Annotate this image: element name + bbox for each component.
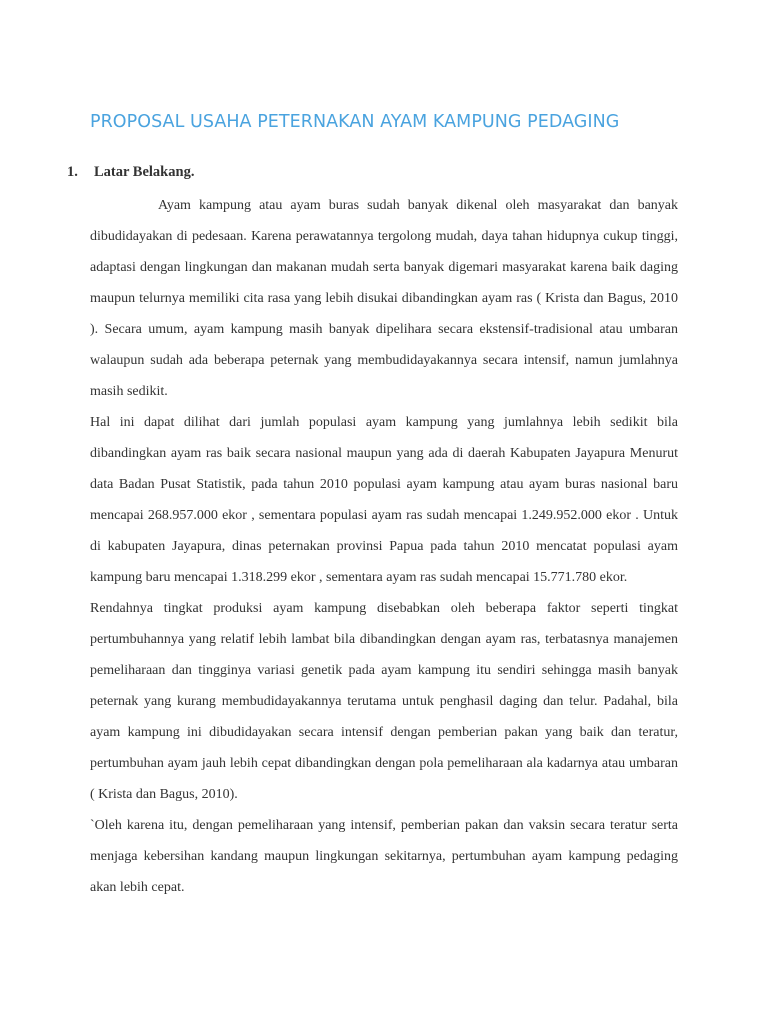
- document-title: PROPOSAL USAHA PETERNAKAN AYAM KAMPUNG PEDAGING: [90, 112, 620, 132]
- paragraph: Hal ini dapat dilihat dari jumlah populasi ayam kampung yang jumlahnya lebih sedikit bila dibandingkan ayam ras baik secara nasional maupun yang ada di daerah Kabupaten Jayapura Menurut data Badan Pusat Statistik, pada tahun 2010 populasi ayam kampung atau ayam buras nasional baru mencapai 268.957.000 ekor , sementara populasi ayam ras sudah mencapai 1.249.952.000 ekor . Untuk di kabupaten Jayapura, dinas peternakan provinsi Papua pada tahun 2010 mencatat populasi ayam kampung baru mencapai 1.318.299 ekor , sementara ayam ras sudah mencapai 15.771.780 ekor.: [90, 415, 678, 585]
- section-title: Latar Belakang.: [94, 164, 195, 180]
- section-heading: [67, 164, 194, 181]
- document-body: [90, 190, 678, 903]
- section-number: 1.: [67, 164, 78, 180]
- paragraph: Rendahnya tingkat produksi ayam kampung disebabkan oleh beberapa faktor seperti tingkat pertumbuhannya yang relatif lebih lambat bila dibandingkan dengan ayam ras, terbatasnya manajemen pemeliharaan dan tingginya variasi genetik pada ayam kampung itu sendiri sehingga masih banyak peternak yang kurang membudidayakannya terutama untuk penghasil daging dan telur. Padahal, bila ayam kampung ini dibudidayakan secara intensif dengan pemberian pakan yang baik dan teratur, pertumbuhan ayam jauh lebih cepat dibandingkan dengan pola pemeliharaan ala kadarnya atau umbaran ( Krista dan Bagus, 2010).: [90, 601, 678, 802]
- paragraph: Ayam kampung atau ayam buras sudah banyak dikenal oleh masyarakat dan banyak dibudidayakan di pedesaan. Karena perawatannya tergolong mudah, daya tahan hidupnya cukup tinggi, adaptasi dengan lingkungan dan makanan mudah serta banyak digemari masyarakat karena baik daging maupun telurnya memiliki cita rasa yang lebih disukai dibandingkan ayam ras ( Krista dan Bagus, 2010 ). Secara umum, ayam kampung masih banyak dipelihara secara ekstensif-tradisional atau umbaran walaupun sudah ada beberapa peternak yang membudidayakannya secara intensif, namun jumlahnya masih sedikit.: [90, 198, 678, 399]
- paragraph: `Oleh karena itu, dengan pemeliharaan yang intensif, pemberian pakan dan vaksin secara teratur serta menjaga kebersihan kandang maupun lingkungan sekitarnya, pertumbuhan ayam kampung pedaging akan lebih cepat.: [90, 818, 678, 895]
